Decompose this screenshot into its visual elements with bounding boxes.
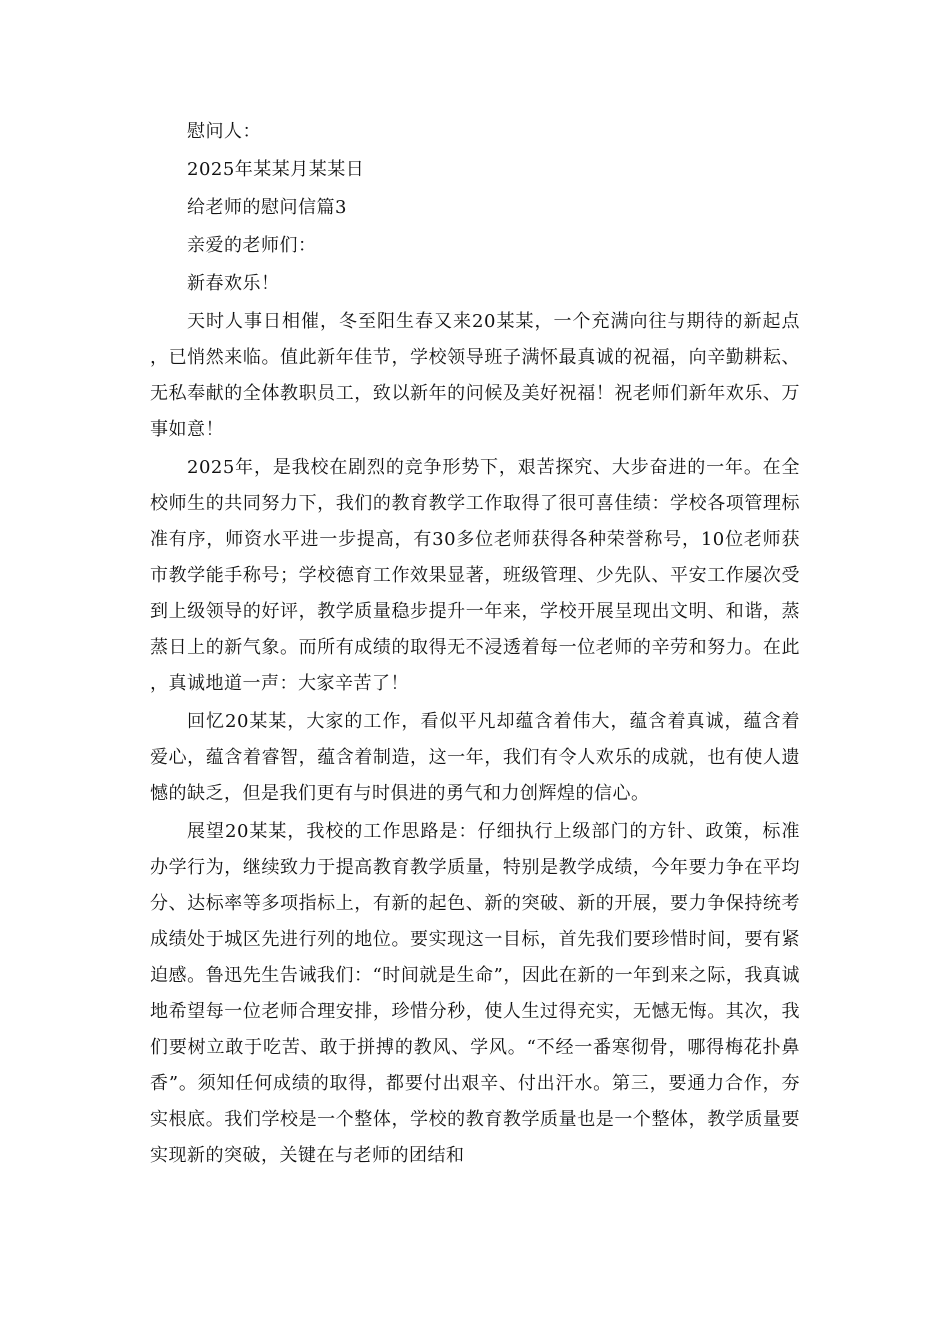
new-year-wish: 新春欢乐！ xyxy=(187,273,280,294)
greeting: 亲爱的老师们： xyxy=(187,235,317,256)
paragraph-outlook: 展望20某某，我校的工作思路是：仔细执行上级部门的方针、政策，标准办学行为，继续致力于提高教育教学质量，特别是教学成绩，今年要力争在平均分、达标率等多项指标上，有新的起色、新的突破、新的开展，要力争保持统考成绩处于城区先进行列的地位。要实现这一目标，首先我们要珍惜时间，要有紧迫感。鲁迅先生告诫我们：“时间就是生命”，因此在新的一年到来之际，我真诚地希望每一位老师合理安排，珍惜分秒，使人生过得充实，无憾无悔。其次，我们要树立敢于吃苦、敢于拼搏的教风、学风。“不经一番寒彻骨，哪得梅花扑鼻香”。须知任何成绩的取得，都要付出艰辛、付出汗水。第三，要通力合作，夯实根底。我们学校是一个整体，学校的教育教学质量也是一个整体，教学质量要实现新的突破，关键在与老师的团结和 xyxy=(150,821,800,1166)
letter-body xyxy=(150,114,800,1176)
section-title: 给老师的慰问信篇3 xyxy=(187,197,347,218)
letter-date: 2025年某某月某某日 xyxy=(187,159,365,180)
paragraph-opening: 天时人事日相催，冬至阳生春又来20某某，一个充满向往与期待的新起点，已悄然来临。值此新年佳节，学校领导班子满怀最真诚的祝福，向辛勤耕耘、无私奉献的全体教职员工，致以新年的问候及美好祝福！祝老师们新年欢乐、万事如意！ xyxy=(150,311,800,440)
sender-label: 慰问人： xyxy=(187,121,261,142)
paragraph-reflection: 回忆20某某，大家的工作，看似平凡却蕴含着伟大，蕴含着真诚，蕴含着爱心，蕴含着睿智，蕴含着制造，这一年，我们有令人欢乐的成就，也有使人遗憾的缺乏，但是我们更有与时俱进的勇气和力创辉煌的信心。 xyxy=(150,711,800,804)
paragraph-achievements: 2025年，是我校在剧烈的竞争形势下，艰苦探究、大步奋进的一年。在全校师生的共同努力下，我们的教育教学工作取得了很可喜佳绩：学校各项管理标准有序，师资水平进一步提高，有30多位老师获得各种荣誉称号，10位老师获市教学能手称号；学校德育工作效果显著，班级管理、少先队、平安工作屡次受到上级领导的好评，教学质量稳步提升一年来，学校开展呈现出文明、和谐，蒸蒸日上的新气象。而所有成绩的取得无不浸透着每一位老师的辛劳和努力。在此，真诚地道一声：大家辛苦了！ xyxy=(150,457,800,694)
